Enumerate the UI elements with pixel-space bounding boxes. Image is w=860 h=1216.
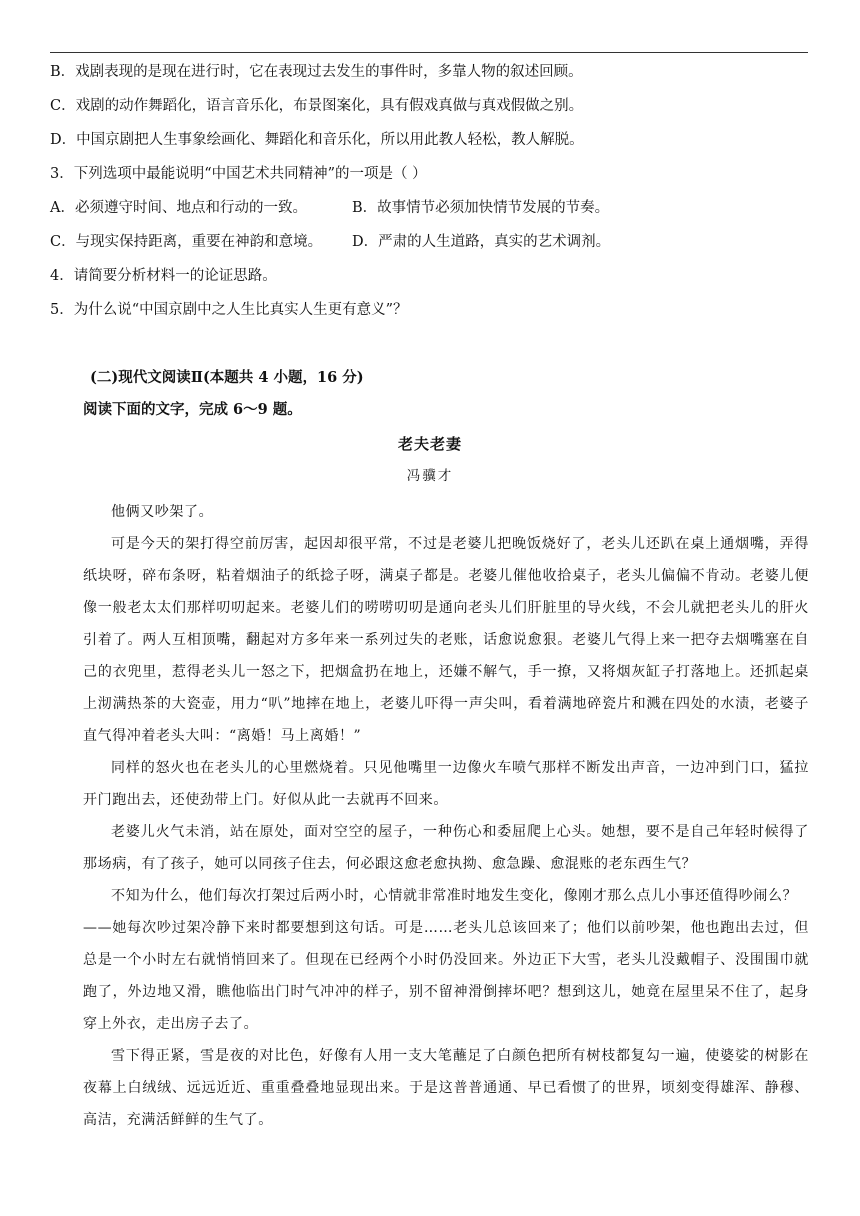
option-c: C．戏剧的动作舞蹈化，语言音乐化，布景图案化，具有假戏真做与真戏假做之别。 xyxy=(50,98,584,114)
question-3-options-row-1 xyxy=(50,198,610,218)
header-rule xyxy=(50,52,808,53)
story-paragraph: 雪下得正紧，雪是夜的对比色，好像有人用一支大笔蘸足了白颜色把所有树枝都复勾一遍，使婆娑的树影在夜幕上白绒绒、远远近近、重重叠叠地显现出来。于是这普普通通、早已看惯了的世界，顷刻变得雄浑、静穆、高洁，充满活鲜鲜的生气了。 xyxy=(83,1048,809,1128)
question-3-option-b: B．故事情节必须加快情节发展的节奏。 xyxy=(352,200,610,216)
question-3-stem: 3．下列选项中最能说明“中国艺术共同精神”的一项是（ ） xyxy=(50,166,427,182)
question-3-option-c: C．与现实保持距离，重要在神韵和意境。 xyxy=(50,234,323,250)
story-paragraph: 他俩又吵架了。 xyxy=(111,504,214,520)
story-paragraph: 老婆儿火气未消，站在原处，面对空空的屋子，一种伤心和委屈爬上心头。她想，要不是自己年轻时候得了那场病，有了孩子，她可以同孩子住去，何必跟这愈老愈执拗、愈急躁、愈混账的老东西生气？ xyxy=(83,824,809,872)
story-paragraph: 可是今天的架打得空前厉害，起因却很平常，不过是老婆儿把晚饭烧好了，老头儿还趴在桌上通烟嘴，弄得纸块呀，碎布条呀，粘着烟油子的纸捻子呀，满桌子都是。老婆儿催他收拾桌子，老头儿偏偏不肯动。老婆儿便像一般老太太们那样叨叨起来。老婆儿们的唠唠叨叨是通向老头儿们肝脏里的导火线，不会儿就把老头儿的肝火引着了。两人互相顶嘴，翻起对方多年来一系列过失的老账，话愈说愈狠。老婆儿气得上来一把夺去烟嘴塞在自己的衣兜里，惹得老头儿一怒之下，把烟盒扔在地上，还嫌不解气，手一撩，又将烟灰缸子打落地上。还抓起桌上沏满热茶的大瓷壶，用力“叭”地摔在地上，老婆儿吓得一声尖叫，看着满地碎瓷片和溅在四处的水渍，老婆子直气得冲着老头大叫：“离婚！马上离婚！” xyxy=(83,536,809,744)
question-3-options-row-2 xyxy=(50,232,611,252)
story-paragraph: ——她每次吵过架冷静下来时都要想到这句话。可是……老头儿总该回来了；他们以前吵架，他也跑出去过，但总是一个小时左右就悄悄回来了。但现在已经两个小时仍没回来。外边正下大雪，老头儿没戴帽子、没围围巾就跑了，外边地又滑，瞧他临出门时气冲冲的样子，别不留神滑倒摔坏吧？想到这儿，她竟在屋里呆不住了，起身穿上外衣，走出房子去了。 xyxy=(83,920,809,1032)
section-instruction: 阅读下面的文字，完成 6～9 题。 xyxy=(83,401,302,418)
story-body xyxy=(83,496,809,1136)
question-3-option-d: D．严肃的人生道路，真实的艺术调剂。 xyxy=(352,234,611,250)
option-b: B．戏剧表现的是现在进行时，它在表现过去发生的事件时，多靠人物的叙述回顾。 xyxy=(50,64,583,80)
story-title: 老夫老妻 xyxy=(397,435,462,453)
question-4: 4．请简要分析材料一的论证思路。 xyxy=(50,268,277,284)
story-author: 冯骥才 xyxy=(406,468,454,484)
question-3-option-a: A．必须遵守时间、地点和行动的一致。 xyxy=(50,200,307,216)
story-paragraph: 不知为什么，他们每次打架过后两小时，心情就非常准时地发生变化，像刚才那么点儿小事还值得吵闹么？ xyxy=(111,888,798,904)
story-paragraph: 同样的怒火也在老头儿的心里燃烧着。只见他嘴里一边像火车喷气那样不断发出声音，一边冲到门口，猛拉开门跑出去，还使劲带上门。好似从此一去就再不回来。 xyxy=(83,760,809,808)
question-5: 5．为什么说“中国京剧中之人生比真实人生更有意义”？ xyxy=(50,302,408,318)
option-d: D．中国京剧把人生事象绘画化、舞蹈化和音乐化，所以用此教人轻松，教人解脱。 xyxy=(50,132,584,148)
section-title: (二)现代文阅读Ⅱ(本题共 4 小题，16 分) xyxy=(90,369,364,386)
